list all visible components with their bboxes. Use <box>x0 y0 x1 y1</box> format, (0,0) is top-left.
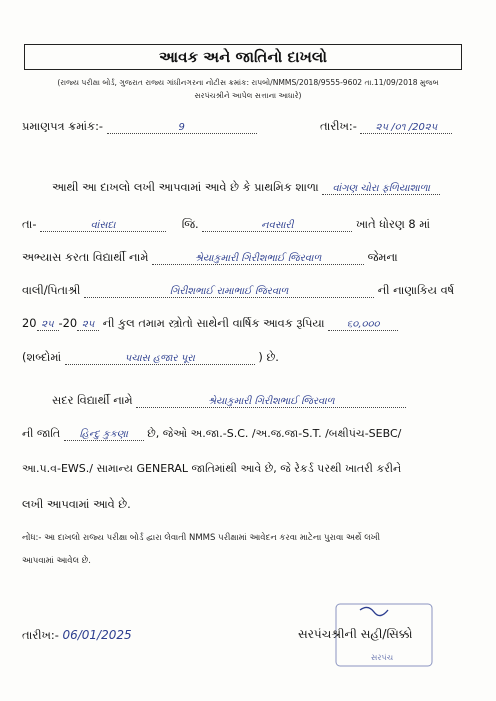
caste-text: છે, જેઓ અ.જા.-S.C. /અ.જ.જા-S.T. /બક્ષીપંચ-SEBC/ <box>147 427 402 440</box>
cert-no-value: 9 <box>107 122 257 134</box>
guardian-name: ગિરીશભાઈ રામાભાઈ જિરવાળ <box>84 286 374 298</box>
jemna-text: જેમના <box>367 250 398 264</box>
closing-line: લખી આપવામાં આવે છે. <box>22 497 131 511</box>
student-line-2 <box>52 393 406 408</box>
std-text: ખાતે ધોરણ 8 માં <box>355 217 431 231</box>
subtitle-line-2: સરપંચશ્રીને આપેલ સત્તાના આધારે) <box>194 91 302 100</box>
signature-label: સરપંચશ્રીની સહી/સિક્કો <box>298 627 413 641</box>
taluka-label: તા- <box>22 217 37 231</box>
guardian-line <box>22 283 454 298</box>
year-from: ૨૫ <box>37 319 59 331</box>
student-name-2: શ્રેયાકુમારી ગિરીશભાઈ જિરવાળ <box>136 396 406 408</box>
note-line-1: નોંધ:- આ દાખલો રાજ્ય પરીક્ષા બોર્ડ દ્વારા લેવાતી NMMS પરીક્ષામાં આવેદન કરવા માટેના પુરાવા અર્થે લખી <box>22 533 381 543</box>
school-name: વાંગણ ચોરા ફળિયાશાળા <box>322 183 440 195</box>
fin-year-label: ની નાણાકિય વર્ષ <box>377 283 455 297</box>
date-label: તારીખ:- <box>320 119 357 133</box>
para1-line <box>52 180 440 195</box>
bottom-date-value: 06/01/2025 <box>62 628 132 642</box>
words-label: (શબ્દોમાં <box>22 350 62 364</box>
guardian-label: વાલી/પિતાશ્રી <box>22 283 81 297</box>
district-value: નવસારી <box>202 220 352 232</box>
date-row <box>320 119 452 134</box>
student-label-2: સદર વિદ્યાર્થી નામે <box>52 393 133 407</box>
ews-line: આ.પ.વ-EWS./ સામાન્ય GENERAL જાતિમાંથી આવે છે, જે રેકર્ડ પરથી ખાતરી કરીને <box>22 462 402 475</box>
studying-label: અભ્યાસ કરતા વિદ્યાર્થી નામે <box>22 250 149 264</box>
caste-value: હિન્દુ કુકણા <box>64 429 144 441</box>
income-line <box>22 316 398 331</box>
bottom-date-row <box>22 628 132 643</box>
stamp-text: સરપંચ <box>370 653 394 662</box>
words-value: પચાસ હજાર પૂરા <box>65 353 255 365</box>
bottom-date-label: તારીખ:- <box>22 628 59 642</box>
student-line <box>22 250 398 265</box>
taluka-line <box>22 217 430 232</box>
words-line <box>22 350 279 365</box>
income-text: ની કુલ તમામ સ્ત્રોતો સાથેની વાર્ષિક આવક રૂપિયા <box>102 316 325 330</box>
subtitle-line-1: (રાજ્ય પરીક્ષા બોર્ડ, ગુજરાત રાજ્ય ગાંધીનગરના નોટીસ ક્રમાંક: રાપબો/NMMS/2018/9555-9602 તા.11/09/2018 મુજબ <box>57 78 439 87</box>
date-value: ૨૫ /૦૧ /20૨૫ <box>360 122 452 134</box>
cert-no-row <box>22 119 257 134</box>
income-value: ૬૦,૦૦૦ <box>328 319 398 331</box>
caste-line <box>22 427 401 441</box>
taluka-value: વાંસદા <box>40 220 166 232</box>
year-to: ૨૫ <box>77 319 99 331</box>
caste-label: ની જાતિ <box>22 427 61 440</box>
cert-no-label: પ્રમાણપત્ર ક્રમાંક:- <box>22 119 104 133</box>
words-end: ) છે. <box>258 350 279 364</box>
certificate-title: આવક અને જાતિનો દાખલો <box>24 44 462 70</box>
year-prefix: 20 <box>22 316 37 330</box>
student-name: શ્રેયાકુમારી ગિરીશભાઈ જિરવાળ <box>152 253 364 265</box>
district-label: જિ. <box>181 217 199 231</box>
note-line-2: આપવામાં આવેલ છે. <box>22 556 92 566</box>
para1-start: આથી આ દાખલો લખી આપવામાં આવે છે કે પ્રાથમિક શાળા <box>52 180 319 194</box>
year-sep: -20 <box>58 316 78 330</box>
